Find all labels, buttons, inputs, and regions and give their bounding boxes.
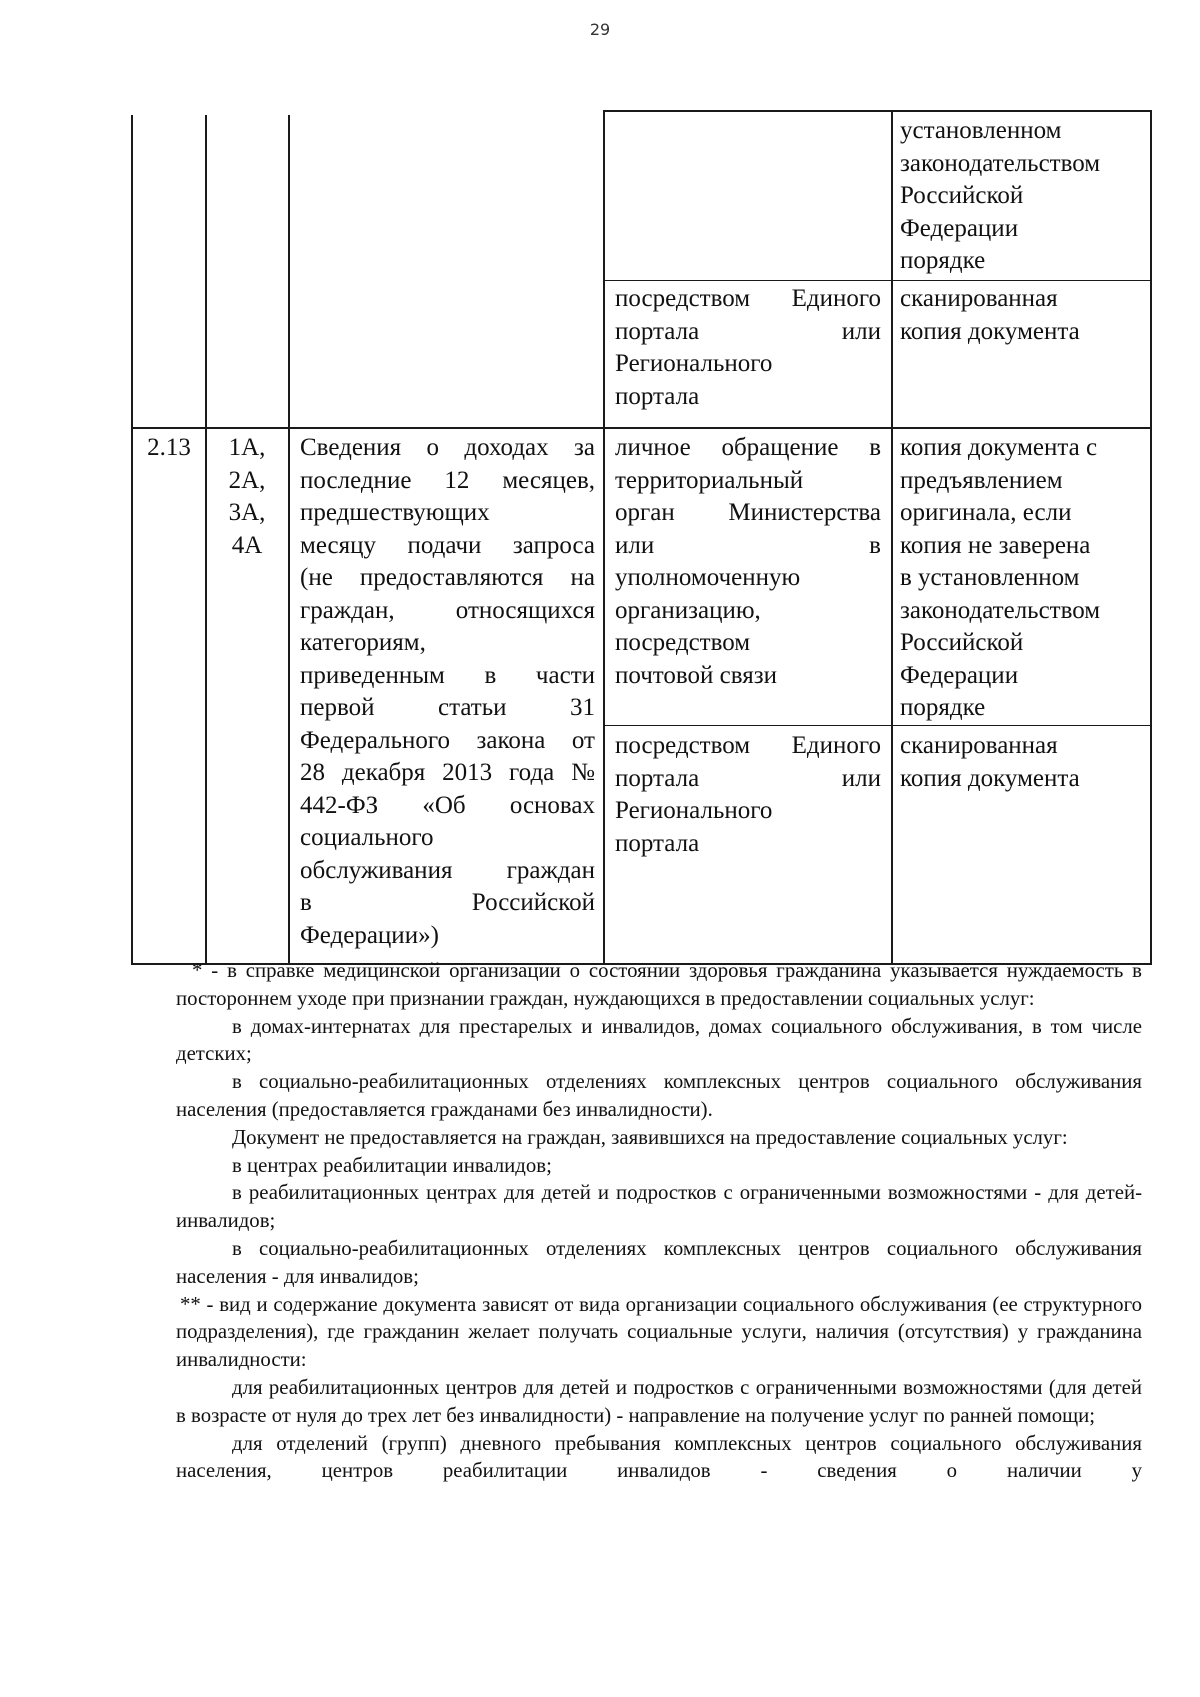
cell-method-portal-continued [615,283,881,413]
cell-line: посредством Единого [615,732,881,759]
footnote-star1-item: в социально-реабилитационных отделениях комплексных центров социального обслуживания населения (предоставляется гражданами без инвалидности). [176,1070,1142,1121]
footnote-star1-exception-item: в социально-реабилитационных отделениях комплексных центров социального обслуживания населения - для инвалидов; [176,1236,1142,1288]
cell-line: законодательством [900,149,1101,177]
cell-method-personal [615,432,881,692]
page-number: 29 [589,20,611,39]
cell-line: оригинала, если [900,499,1072,526]
cell-line: копия документа [900,317,1080,345]
cell-line: Федерации [900,214,1019,242]
footnote-star2-item: для реабилитационных центров для детей и подростков с ограниченными возможностями (для детей в возрасте от нуля до трех лет без инвалидности) - направление на получение услуг по ранней помощи; [176,1375,1142,1427]
cell-row-number [138,432,200,465]
table-row-divider [603,280,1152,281]
table-row-divider [603,725,1152,726]
cell-line: Регионального [615,797,773,824]
cell-line: Федерального закона от [300,726,595,754]
cell-line: 1А, [228,434,266,461]
cell-line: в Российской [300,889,595,916]
cell-line: копия не заверена [900,531,1091,559]
cell-line: Регионального [615,350,773,377]
cell-line: обслуживания граждан [300,856,595,884]
footnote-star1-exception-item: в центрах реабилитации инвалидов; [232,1153,552,1177]
cell-line: Федерации») [300,921,439,949]
footnote-star1-exception: Документ не предоставляется на граждан, заявившихся на предоставление социальных услуг: [232,1125,1068,1149]
footnotes [176,957,1142,1485]
row-number: 2.13 [147,434,191,461]
table-column-divider [205,115,207,965]
footnote-star1-intro: * - в справке медицинской организации о состоянии здоровья гражданина указывается нуждаемость в постороннем уходе при признании граждан, нуждающихся в предоставлении социальных услуг: [176,959,1142,1010]
cell-line: территориальный [615,466,804,494]
table-column-divider [891,110,893,965]
table-border-top [603,110,1152,112]
cell-line: Сведения о доходах за [300,434,595,461]
table-border-right [1150,110,1152,965]
cell-line: 28 декабря 2013 года № [300,759,595,786]
cell-line: законодательством [900,596,1101,624]
cell-line: посредством Единого [615,285,881,312]
cell-forms [212,432,282,562]
footnote-star1-item: в домах-интернатах для престарелых и инвалидов, домах социального обслуживания, в том числе детских; [176,1014,1142,1066]
cell-line: портала [615,829,700,857]
cell-line: социального [300,824,434,851]
cell-line: копия документа [900,764,1080,792]
cell-line: организацию, [615,596,761,624]
cell-line: в установленном [900,564,1080,591]
cell-document-form-continued [900,115,1140,278]
footnote-star1-exception-item: в реабилитационных центрах для детей и подростков с ограниченными возможностями - для детей-инвалидов; [176,1181,1142,1233]
cell-line: сканированная [900,732,1058,759]
cell-line: 3А, [228,499,266,526]
cell-line: предшествующих [300,499,490,526]
cell-line: почтовой связи [615,661,777,689]
table-column-divider [603,110,605,965]
table-row-divider [131,427,1152,429]
cell-document-description [300,432,595,952]
cell-line: портала [615,382,700,410]
cell-line: приведенным в части [300,661,595,689]
cell-line: орган Министерства [615,499,881,526]
cell-form-portal-continued [900,283,1140,348]
cell-line: месяцу подачи запроса [300,531,595,559]
cell-line: посредством [615,629,751,656]
cell-line: 4А [231,531,263,559]
cell-line: личное обращение в [615,434,881,461]
cell-line: или в [615,531,881,559]
cell-line: сканированная [900,285,1058,312]
table-border-left [131,115,133,965]
cell-line: копия документа с [900,434,1098,461]
cell-line: установленном [900,117,1062,144]
table-column-divider [288,115,290,965]
cell-line: Федерации [900,661,1019,689]
cell-form-personal [900,432,1145,725]
cell-line: 442-ФЗ «Об основах [300,791,595,819]
cell-line: Российской [900,629,1024,656]
cell-line: предъявлением [900,466,1063,494]
footnote-star2-item: для отделений (групп) дневного пребывания комплексных центров социального обслуживания населения, центров реабилитации инвалидов - сведения о наличии у [176,1431,1142,1483]
cell-line: 2А, [228,466,266,494]
cell-line: первой статьи 31 [300,694,595,721]
cell-line: Российской [900,182,1024,209]
cell-line: порядке [900,694,986,721]
cell-line: портала или [615,764,881,792]
cell-line: категориям, [300,629,426,656]
cell-method-portal [615,730,881,860]
cell-form-portal [900,730,1140,795]
cell-line: (не предоставляются на [300,564,595,591]
cell-line: портала или [615,317,881,345]
cell-line: уполномоченную [615,564,801,591]
cell-line: порядке [900,247,986,274]
cell-line: последние 12 месяцев, [300,466,595,494]
cell-line: граждан, относящихся [300,596,595,624]
footnote-star2-intro: ** - вид и содержание документа зависят от вида организации социального обслуживания (ее структурного подразделения), где гражданин желает получать социальные услуги, наличия (отсутствия) у гражданина инвалидности: [176,1292,1142,1372]
